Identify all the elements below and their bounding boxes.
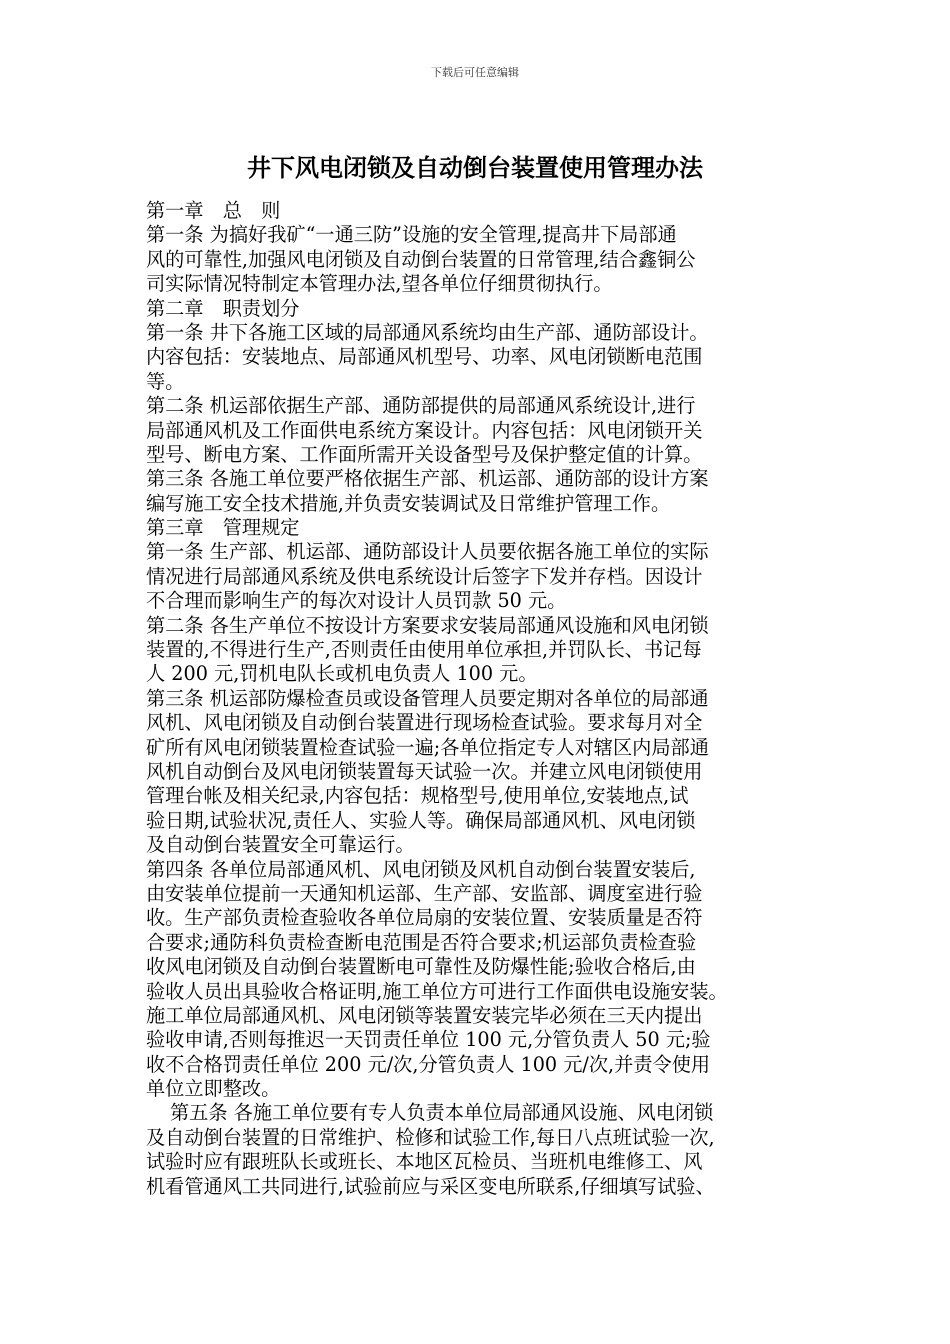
body-line: 型号、断电方案、工作面所需开关设备型号及保护整定值的计算。 [146, 442, 703, 466]
body-line: 及自动倒台装置安全可靠运行。 [146, 833, 415, 857]
chapter-heading: 第二章 职责划分 [146, 296, 300, 320]
chapter-heading: 第一章 总 则 [146, 199, 281, 222]
body-line: 合要求;通防科负责检查断电范围是否符合要求;机运部负责检查验 [146, 930, 697, 954]
body-line: 矿所有风电闭锁装置检查试验一遍;各单位指定专人对辖区内局部通 [146, 735, 709, 759]
body-line: 第一条 井下各施工区域的局部通风系统均由生产部、通防部设计。 [146, 320, 709, 344]
body-line: 由安装单位提前一天通知机运部、生产部、安监部、调度室进行验 [146, 881, 703, 905]
body-line: 第一条 为搞好我矿“一通三防”设施的安全管理,提高井下局部通 [146, 223, 677, 247]
body-line: 第一条 生产部、机运部、通防部设计人员要依据各施工单位的实际 [146, 540, 709, 564]
body-line: 收不合格罚责任单位 200 元/次,分管负责人 100 元/次,并责令使用 [146, 1052, 711, 1076]
body-line: 第二条 各生产单位不按设计方案要求安装局部通风设施和风电闭锁 [146, 613, 709, 637]
body-line: 风的可靠性,加强风电闭锁及自动倒台装置的日常管理,结合鑫铜公 [146, 247, 696, 271]
body-line: 司实际情况特制定本管理办法,望各单位仔细贯彻执行。 [146, 272, 613, 296]
document-title: 井下风电闭锁及自动倒台装置使用管理办法 [247, 153, 703, 182]
header-note: 下载后可任意编辑 [431, 66, 519, 79]
body-line: 第三条 机运部防爆检查员或设备管理人员要定期对各单位的局部通 [146, 686, 709, 710]
body-line: 风机、风电闭锁及自动倒台装置进行现场检查试验。要求每月对全 [146, 711, 703, 735]
body-line: 机看管通风工共同进行,试验前应与采区变电所联系,仔细填写试验、 [146, 1174, 715, 1198]
body-line: 第五条 各施工单位要有专人负责本单位局部通风设施、风电闭锁 [170, 1101, 714, 1125]
body-line: 管理台帐及相关纪录,内容包括：规格型号,使用单位,安装地点,试 [146, 784, 689, 808]
body-line: 装置的,不得进行生产,否则责任由使用单位承担,并罚队长、书记每 [146, 638, 702, 662]
body-line: 施工单位局部通风机、风电闭锁等装置安装完毕必须在三天内提出 [146, 1003, 703, 1027]
body-line: 局部通风机及工作面供电系统方案设计。内容包括：风电闭锁开关 [146, 418, 703, 442]
body-line: 试验时应有跟班队长或班长、本地区瓦检员、当班机电维修工、风 [146, 1150, 703, 1174]
body-line: 内容包括：安装地点、局部通风机型号、功率、风电闭锁断电范围 [146, 345, 703, 369]
body-line: 第三条 各施工单位要严格依据生产部、机运部、通防部的设计方案 [146, 467, 709, 491]
body-line: 情况进行局部通风系统及供电系统设计后签字下发并存档。因设计 [146, 564, 703, 588]
body-line: 验日期,试验状况,责任人、实验人等。确保局部通风机、风电闭锁 [146, 808, 696, 832]
body-line: 编写施工安全技术措施,并负责安装调试及日常维护管理工作。 [146, 491, 671, 515]
body-line: 及自动倒台装置的日常维护、检修和试验工作,每日八点班试验一次, [146, 1125, 715, 1149]
body-line: 等。 [146, 369, 185, 393]
body-line: 人 200 元,罚机电队长或机电负责人 100 元。 [146, 662, 538, 686]
body-line: 验收人员出具验收合格证明,施工单位方可进行工作面供电设施安装。 [146, 979, 728, 1003]
body-line: 不合理而影响生产的每次对设计人员罚款 50 元。 [146, 589, 567, 613]
body-line: 风机自动倒台及风电闭锁装置每天试验一次。并建立风电闭锁使用 [146, 759, 703, 783]
body-line: 第四条 各单位局部通风机、风电闭锁及风机自动倒台装置安装后, [146, 857, 696, 881]
body-line: 验收申请,否则每推迟一天罚责任单位 100 元,分管负责人 50 元;验 [146, 1028, 711, 1052]
document-body [146, 199, 810, 1199]
chapter-heading: 第三章 管理规定 [146, 516, 300, 540]
body-line: 单位立即整改。 [146, 1077, 281, 1101]
body-line: 第二条 机运部依据生产部、通防部提供的局部通风系统设计,进行 [146, 394, 696, 418]
body-line: 收风电闭锁及自动倒台装置断电可靠性及防爆性能;验收合格后,由 [146, 955, 696, 979]
body-line: 收。生产部负责检查验收各单位局扇的安装位置、安装质量是否符 [146, 906, 703, 930]
